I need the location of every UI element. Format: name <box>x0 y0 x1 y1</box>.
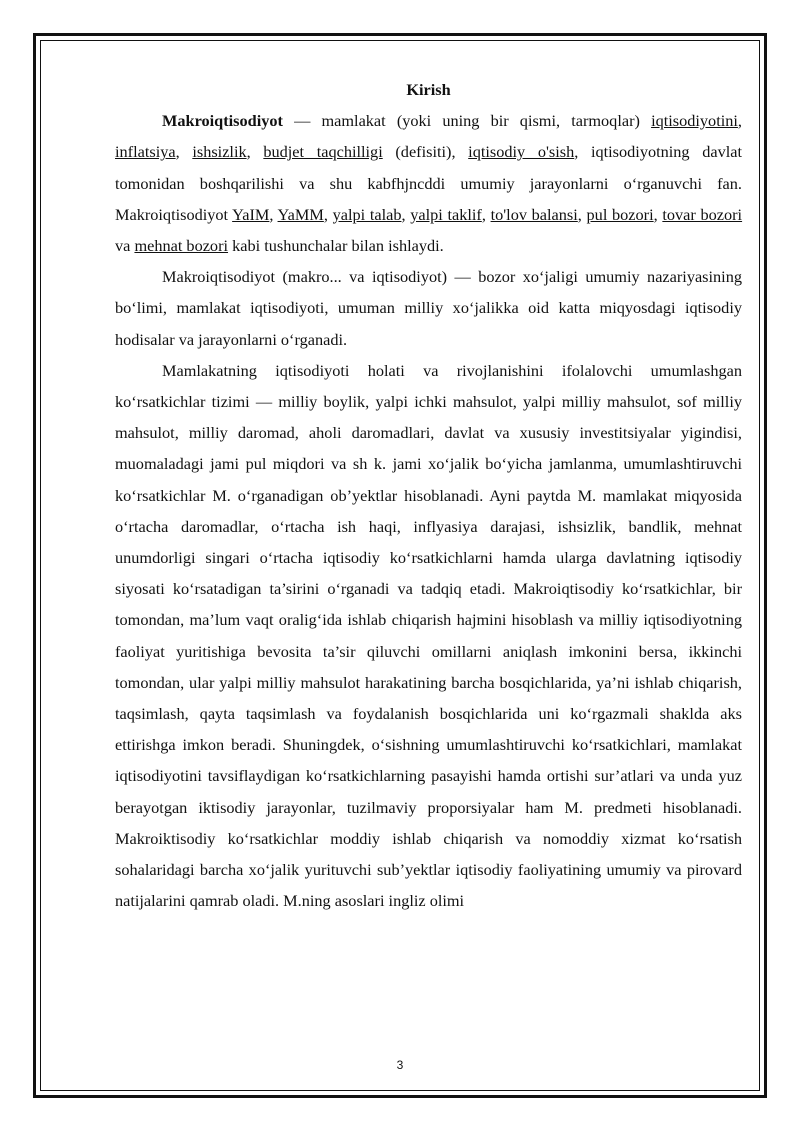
link-mehnat-bozori[interactable]: mehnat bozori <box>134 236 229 256</box>
text-run: , iqtisodiyotning davlat tomonidan boshqarilishi va shu kabfhjncddi umumiy jarayonlarni o‘rganuvchi fan. Makroiqtisodiyot <box>115 142 743 224</box>
link-iqtisodiy-osish[interactable]: iqtisodiy o'sish <box>468 142 575 162</box>
link-tovar-bozori[interactable]: tovar bozori <box>662 204 743 224</box>
document-body <box>115 74 742 916</box>
link-yamm[interactable]: YaMM <box>277 204 324 224</box>
link-inflatsiya[interactable]: inflatsiya <box>115 142 176 162</box>
text-run: , <box>577 204 587 224</box>
paragraph-definition <box>115 105 742 261</box>
text-run: kabi tushunchalar bilan ishlaydi. <box>228 236 444 256</box>
link-budjet-taqchilligi[interactable]: budjet taqchilligi <box>263 142 383 162</box>
text-run: , <box>323 204 333 224</box>
paragraph-etymology: Makroiqtisodiyot (makro... va iqtisodiyot) — bozor xo‘jaligi umumiy nazariyasining bo‘limi, mamlakat iqtisodiyoti, umuman milliy xo‘jalikka oid katta miqyosdagi iqtisodiy hodisalar va jarayonlarni o‘rganadi. <box>115 267 742 349</box>
link-ishsizlik[interactable]: ishsizlik <box>192 142 247 162</box>
text-run: , <box>481 204 491 224</box>
text-run: , <box>653 204 663 224</box>
page-number: 3 <box>396 1058 404 1072</box>
text-run: va <box>115 236 135 256</box>
paragraph-indicators: Mamlakatning iqtisodiyoti holati va rivojlanishini ifolalovchi umumlashgan ko‘rsatkichlar tizimi — milliy boylik, yalpi ichki mahsulot, yalpi milliy mahsulot, sof milliy mahsulot, milliy daromad, aholi daromadlari, davlat va xususiy investitsiyalar yigindisi, muomaladagi jami pul miqdori va sh k. jami xo‘jalik bo‘yicha jamlanma, umumlashtiruvchi ko‘rsatkichlar M. o‘rganadigan ob’yektlar hisoblanadi. Ayni paytda M. mamlakat miqyosida o‘rtacha daromadlar, o‘rtacha ish haqi, inflyasiya darajasi, ishsizlik, bandlik, mehnat unumdorligi singari o‘rtacha iqtisodiy ko‘rsatkichlarni hamda ularga davlatning iqtisodiy siyosati ko‘rsatadigan ta’sirini o‘rganadi va tadqiq etadi. Makroiqtisodiy ko‘rsatkichlar, bir tomondan, ma’lum vaqt oralig‘ida ishlab chiqarish hajmini hisoblash va milliy iqtisodiyotning faoliyat yuritishiga bevosita ta’sir qiluvchi omillarni aniqlash imkonini bersa, ikkinchi tomondan, ular yalpi milliy mahsulot harakatining barcha bosqichlarida, ya’ni ishlab chiqarish, taqsimlash, qayta taqsimlash va foydalanish bosqichlarida uni ko‘rgazmali shaklda aks ettirishga imkon beradi. Shuningdek, o‘sishning umumlashtiruvchi ko‘rsatkichlari, mamlakat iqtisodiyotini tavsiflaydigan ko‘rsatkichlarning pasayishi hamda ortishi sur’atlari va unda yuz berayotgan iktisodiy jarayonlar, tuzilmaviy proporsiyalar ham M. predmeti hisoblanadi. Makroiktisodiy ko‘rsatkichlar moddiy ishlab chiqarish va nomoddiy xizmat ko‘rsatish sohalaridagi barcha xo‘jalik yurituvchi sub’yektlar iqtisodiy faoliyatining umumiy va pirovard natijalarini qamrab oladi. M.ning asoslari ingliz olimi <box>115 360 742 911</box>
link-iqtisodiyotini[interactable]: iqtisodiyotini <box>651 111 738 131</box>
text-run: , <box>737 111 742 131</box>
text-run: (defisiti), <box>382 142 469 162</box>
text-run: — mamlakat (yoki uning bir qismi, tarmoqlar) <box>282 111 652 131</box>
text-run: , <box>175 142 193 162</box>
link-yalpi-talab[interactable]: yalpi talab <box>332 204 402 224</box>
link-tolov-balansi[interactable]: to'lov balansi <box>490 204 578 224</box>
link-yalpi-taklif[interactable]: yalpi taklif <box>410 204 482 224</box>
text-run: , <box>401 204 411 224</box>
text-run: , <box>269 204 278 224</box>
link-pul-bozori[interactable]: pul bozori <box>586 204 654 224</box>
section-title: Kirish <box>406 80 451 99</box>
link-yaim[interactable]: YaIM <box>232 204 270 224</box>
term-makroiqtisodiyot: Makroiqtisodiyot <box>162 111 283 131</box>
text-run: , <box>246 142 264 162</box>
